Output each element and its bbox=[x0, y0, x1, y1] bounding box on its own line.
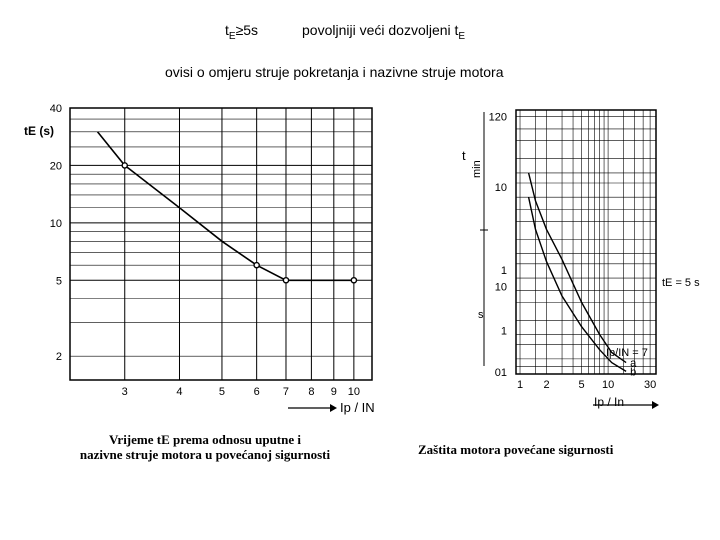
header-subtitle: ovisi o omjeru struje pokretanja i nazivne struje motora bbox=[165, 64, 504, 80]
right-s-label: s bbox=[478, 309, 484, 321]
right-series-label: b bbox=[630, 366, 637, 379]
right-y-tick-label-s: 1 bbox=[500, 325, 507, 338]
right-x-arrowhead bbox=[652, 401, 659, 409]
left-y-axis-label: tE (s) bbox=[24, 124, 54, 138]
left-marker bbox=[254, 263, 259, 268]
right-x-tick-label: 10 bbox=[601, 379, 615, 391]
left-marker bbox=[351, 278, 356, 283]
left-caption bbox=[30, 432, 380, 462]
right-min-label: min bbox=[471, 160, 483, 178]
right-y-axis-label: t bbox=[462, 148, 466, 163]
left-x-tick-label: 8 bbox=[308, 386, 315, 398]
ip-in-annotation: Ip/IN = 7 bbox=[606, 347, 648, 359]
left-y-tick-label: 40 bbox=[49, 103, 62, 115]
left-chart-frame bbox=[70, 108, 372, 380]
left-caption-line-1: Vrijeme tE prema odnosu uputne i bbox=[109, 432, 301, 447]
right-series-label: a bbox=[630, 357, 637, 370]
left-x-axis-label: Ip / IN bbox=[340, 400, 375, 415]
left-x-tick-label: 5 bbox=[218, 386, 226, 398]
left-y-tick-label: 2 bbox=[55, 351, 62, 364]
right-y-tick-label-min: 10 bbox=[494, 181, 507, 194]
left-x-tick-label: 3 bbox=[121, 386, 128, 398]
left-series-line bbox=[98, 132, 354, 280]
right-x-axis-label: Ip / In bbox=[594, 395, 625, 409]
left-x-tick-label: 6 bbox=[253, 386, 260, 398]
left-x-tick-label: 10 bbox=[347, 386, 360, 398]
right-x-tick-label: 30 bbox=[643, 379, 657, 391]
right-x-tick-label: 5 bbox=[578, 379, 585, 391]
right-y-tick-label-min: 120 bbox=[488, 111, 507, 124]
right-caption: Zaštita motora povećane sigurnosti bbox=[418, 442, 614, 457]
right-y-tick-label-min: 1 bbox=[500, 265, 507, 278]
left-x-tick-label: 7 bbox=[282, 386, 290, 398]
left-x-tick-label: 4 bbox=[176, 386, 183, 398]
left-marker bbox=[283, 278, 288, 283]
right-x-tick-labels bbox=[517, 379, 656, 391]
left-y-tick-label: 20 bbox=[49, 160, 62, 173]
right-y-tick-label-s: 01 bbox=[494, 367, 507, 379]
left-marker bbox=[122, 163, 127, 168]
right-series-line bbox=[529, 173, 627, 363]
condition-label: $t_E\ge 5s$ bbox=[225, 22, 259, 42]
right-y-tick-label-s: 10 bbox=[494, 281, 507, 294]
right-x-tick-label: 1 bbox=[516, 379, 524, 391]
right-chart bbox=[462, 110, 700, 409]
right-x-tick-label: 2 bbox=[543, 379, 550, 391]
right-series-line bbox=[529, 197, 627, 371]
te-annotation: tE = 5 s bbox=[662, 277, 700, 289]
left-x-tick-label: 9 bbox=[330, 386, 337, 398]
left-y-tick-label: 10 bbox=[49, 217, 62, 230]
left-x-tick-labels bbox=[122, 386, 360, 398]
left-caption-line-2: nazivne struje motora u povećanoj sigurnosti bbox=[79, 447, 331, 462]
header-note: povoljniji veći dozvoljeni $t_E$ bbox=[302, 22, 466, 42]
right-y-tick-labels bbox=[489, 111, 507, 379]
left-x-arrowhead bbox=[330, 404, 337, 412]
left-y-tick-labels bbox=[50, 103, 62, 363]
right-grid bbox=[516, 110, 656, 374]
left-grid bbox=[70, 108, 372, 380]
left-y-tick-label: 5 bbox=[55, 275, 62, 288]
left-chart bbox=[24, 103, 375, 415]
